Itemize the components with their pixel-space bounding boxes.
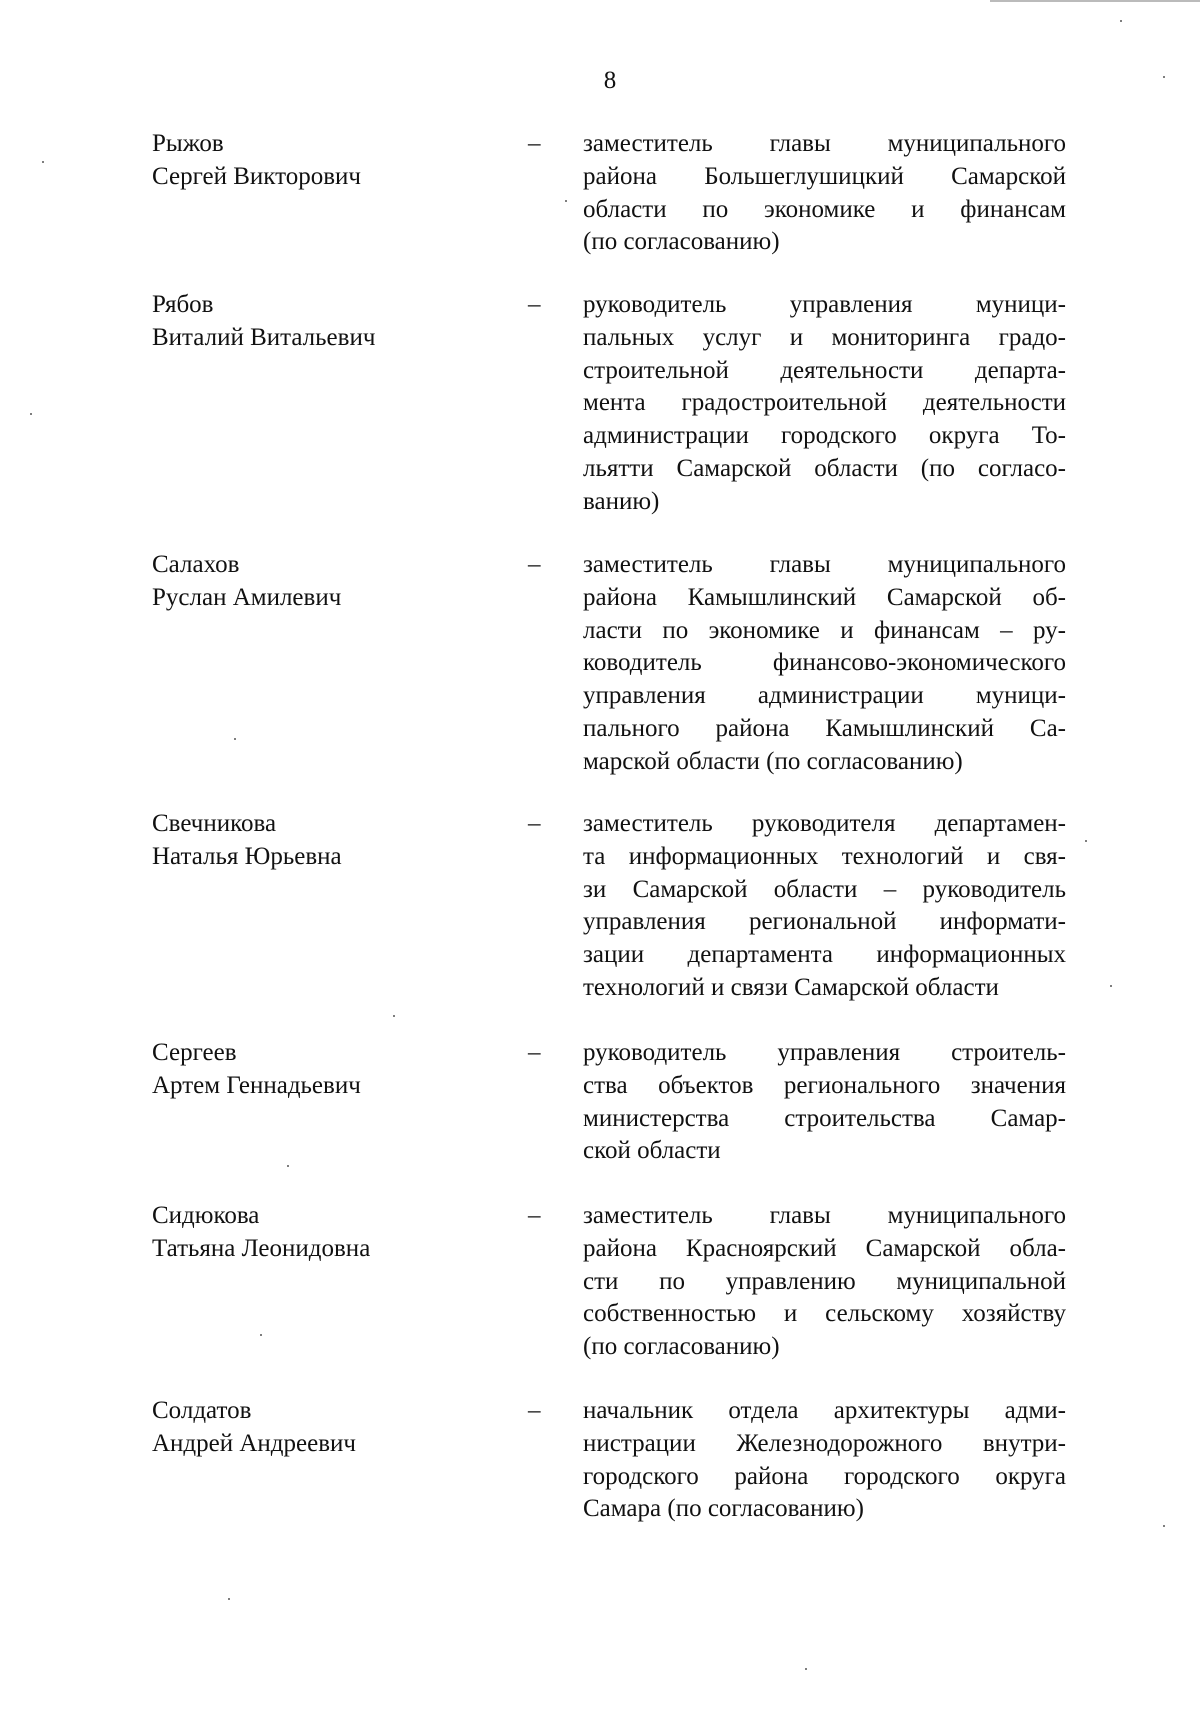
scan-speck [1163, 76, 1165, 78]
member-given-names: Руслан Амилевич [152, 583, 342, 611]
position-line: начальник отдела архитектуры адми- [583, 1397, 1066, 1424]
scan-speck [228, 1598, 230, 1600]
position-line: нистрации Железнодорожного внутри- [583, 1429, 1066, 1457]
scan-speck [1163, 1525, 1165, 1527]
member-name [152, 1037, 512, 1103]
page-number: 8 [603, 67, 617, 94]
position-line: сти по управлению муниципальной [583, 1267, 1066, 1295]
member-surname: Сергеев [152, 1039, 237, 1066]
separator-dash: – [528, 291, 541, 318]
position-line: области по экономике и финансам [583, 195, 1066, 223]
member-name [152, 549, 512, 615]
position-line: Самара (по согласованию) [583, 1495, 864, 1523]
scan-speck [30, 413, 32, 415]
position-line: пального района Камышлинский Са- [583, 714, 1066, 742]
position-line: собственностью и сельскому хозяйству [583, 1300, 1066, 1328]
member-name [152, 1395, 512, 1461]
position-line: зации департамента информационных [583, 941, 1066, 969]
member-given-names: Виталий Витальевич [152, 323, 376, 351]
scan-speck [42, 161, 44, 163]
position-line: ванию) [583, 487, 660, 515]
position-line: пальных услуг и мониторинга градо- [583, 323, 1066, 351]
scan-speck [1120, 20, 1122, 22]
member-name [152, 289, 512, 355]
member-surname: Салахов [152, 551, 240, 578]
position-line: мента градостроительной деятельности [583, 389, 1066, 417]
scan-speck [234, 738, 236, 740]
scan-speck [393, 1015, 395, 1017]
member-given-names: Андрей Андреевич [152, 1429, 356, 1457]
position-line: министерства строительства Самар- [583, 1104, 1066, 1132]
position-line: района Красноярский Самарской обла- [583, 1234, 1066, 1262]
member-name [152, 1200, 512, 1266]
member-name [152, 128, 512, 194]
separator-dash: – [528, 551, 541, 578]
member-surname: Рыжов [152, 130, 224, 157]
scan-speck [805, 1668, 807, 1670]
scan-speck [287, 1165, 289, 1167]
position-line: управления региональной информати- [583, 908, 1066, 936]
position-line: района Камышлинский Самарской об- [583, 583, 1066, 611]
scan-speck [1110, 985, 1112, 987]
position-line: руководитель управления строитель- [583, 1039, 1066, 1066]
position-line: администрации городского округа То- [583, 422, 1066, 450]
position-line: (по согласованию) [583, 228, 780, 256]
separator-dash: – [528, 1039, 541, 1066]
member-position [583, 1200, 1066, 1364]
scan-edge-line [990, 0, 1200, 2]
position-line: зи Самарской области – руководитель [583, 875, 1066, 903]
separator-dash: – [528, 1202, 541, 1229]
position-line: заместитель главы муниципального [583, 1202, 1066, 1229]
separator-dash: – [528, 810, 541, 837]
scan-speck [1085, 840, 1087, 842]
position-line: ской области [583, 1137, 721, 1165]
member-position [583, 1037, 1066, 1168]
position-line: та информационных технологий и свя- [583, 842, 1066, 870]
scan-speck [260, 1334, 262, 1336]
position-line: заместитель главы муниципального [583, 130, 1066, 157]
position-line: управления администрации муници- [583, 682, 1066, 710]
member-surname: Сидюкова [152, 1202, 260, 1229]
member-name [152, 808, 512, 874]
member-position [583, 808, 1066, 1005]
position-line: ства объектов регионального значения [583, 1071, 1066, 1099]
scan-speck [565, 200, 567, 202]
member-position [583, 128, 1066, 259]
position-line: городского района городского округа [583, 1462, 1066, 1490]
position-line: марской области (по согласованию) [583, 747, 963, 775]
member-given-names: Наталья Юрьевна [152, 842, 342, 870]
position-line: района Большеглушицкий Самарской [583, 162, 1066, 190]
member-surname: Свечникова [152, 810, 277, 837]
position-line: заместитель главы муниципального [583, 551, 1066, 578]
member-position [583, 289, 1066, 519]
position-line: льятти Самарской области (по согласо- [583, 454, 1066, 482]
member-given-names: Артем Геннадьевич [152, 1071, 361, 1099]
member-given-names: Татьяна Леонидовна [152, 1234, 371, 1262]
member-surname: Солдатов [152, 1397, 252, 1424]
position-line: руководитель управления муници- [583, 291, 1066, 318]
position-line: строительной деятельности департа- [583, 356, 1066, 384]
member-surname: Рябов [152, 291, 214, 318]
position-line: заместитель руководителя департамен- [583, 810, 1066, 837]
position-line: технологий и связи Самарской области [583, 973, 999, 1001]
position-line: (по согласованию) [583, 1333, 780, 1361]
separator-dash: – [528, 130, 541, 157]
position-line: ласти по экономике и финансам – ру- [583, 616, 1066, 644]
member-position [583, 549, 1066, 779]
separator-dash: – [528, 1397, 541, 1424]
member-given-names: Сергей Викторович [152, 162, 361, 190]
member-position [583, 1395, 1066, 1526]
position-line: ководитель финансово-экономического [583, 649, 1066, 677]
